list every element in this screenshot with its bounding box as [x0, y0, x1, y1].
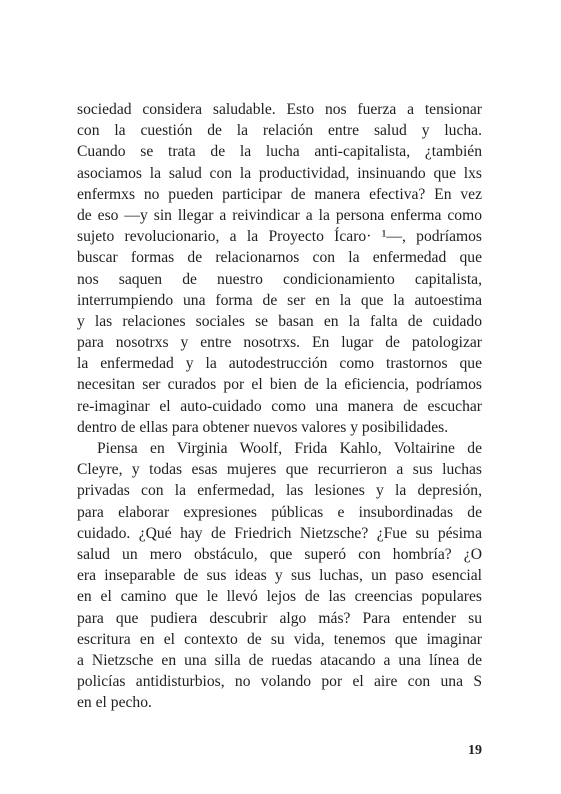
text-line: y las relaciones sociales se basan en la falta de cuidado	[77, 312, 482, 330]
text-line: Cuando se trata de la lucha anti-capitalista, ¿también	[77, 143, 482, 161]
text-line: para nosotrxs y entre nosotrxs. En lugar de patologizar	[77, 334, 482, 352]
text-line: sujeto revolucionario, a la Proyecto Ícaro· ¹—, podríamos	[77, 228, 482, 246]
text-line: privadas con la enfermedad, las lesiones y la depresión,	[77, 482, 482, 500]
text-line: era inseparable de sus ideas y sus luchas, un paso esencial	[77, 567, 482, 585]
text-line: para que pudiera descubrir algo más? Para entender su	[77, 609, 482, 627]
paragraph-1	[77, 99, 482, 438]
text-line: re-imaginar el auto-cuidado como una manera de escuchar	[77, 397, 482, 415]
text-line: interrumpiendo una forma de ser en la que la autoestima	[77, 291, 482, 309]
text-line: a Nietzsche en una silla de ruedas atacando a una línea de	[77, 651, 482, 669]
text-line: salud un mero obstáculo, que superó con hombría? ¿O	[77, 545, 482, 563]
text-line: en el camino que le llevó lejos de las creencias populares	[77, 588, 482, 606]
text-line: en el pecho.	[77, 694, 152, 712]
text-line: escritura en el contexto de su vida, tenemos que imaginar	[77, 630, 482, 648]
text-line: buscar formas de relacionarnos con la enfermedad que	[77, 249, 482, 267]
text-line: necesitan ser curados por el bien de la eficiencia, podríamos	[77, 376, 482, 394]
text-line: policías antidisturbios, no volando por el aire con una S	[77, 673, 482, 691]
paragraph-2	[77, 438, 482, 713]
text-line: enfermxs no pueden participar de manera efectiva? En vez	[77, 185, 482, 203]
text-line: con la cuestión de la relación entre salud y lucha.	[77, 122, 482, 140]
text-line: la enfermedad y la autodestrucción como trastornos que	[77, 355, 482, 373]
text-line: asociamos la salud con la productividad, insinuando que lxs	[77, 164, 482, 182]
text-line: para elaborar expresiones públicas e insubordinadas de	[77, 503, 482, 521]
body-text	[77, 99, 482, 713]
page-number: 19	[468, 743, 482, 758]
text-line: Piensa en Virginia Woolf, Frida Kahlo, Voltairine de	[97, 440, 482, 457]
text-line: nos saquen de nuestro condicionamiento capitalista,	[77, 270, 482, 288]
text-line: sociedad considera saludable. Esto nos fuerza a tensionar	[77, 101, 482, 118]
text-line: de eso —y sin llegar a reivindicar a la persona enferma como	[77, 206, 482, 224]
text-line: dentro de ellas para obtener nuevos valores y posibilidades.	[77, 418, 449, 436]
text-line: cuidado. ¿Qué hay de Friedrich Nietzsche? ¿Fue su pésima	[77, 524, 482, 542]
text-line: Cleyre, y todas esas mujeres que recurrieron a sus luchas	[77, 461, 482, 479]
